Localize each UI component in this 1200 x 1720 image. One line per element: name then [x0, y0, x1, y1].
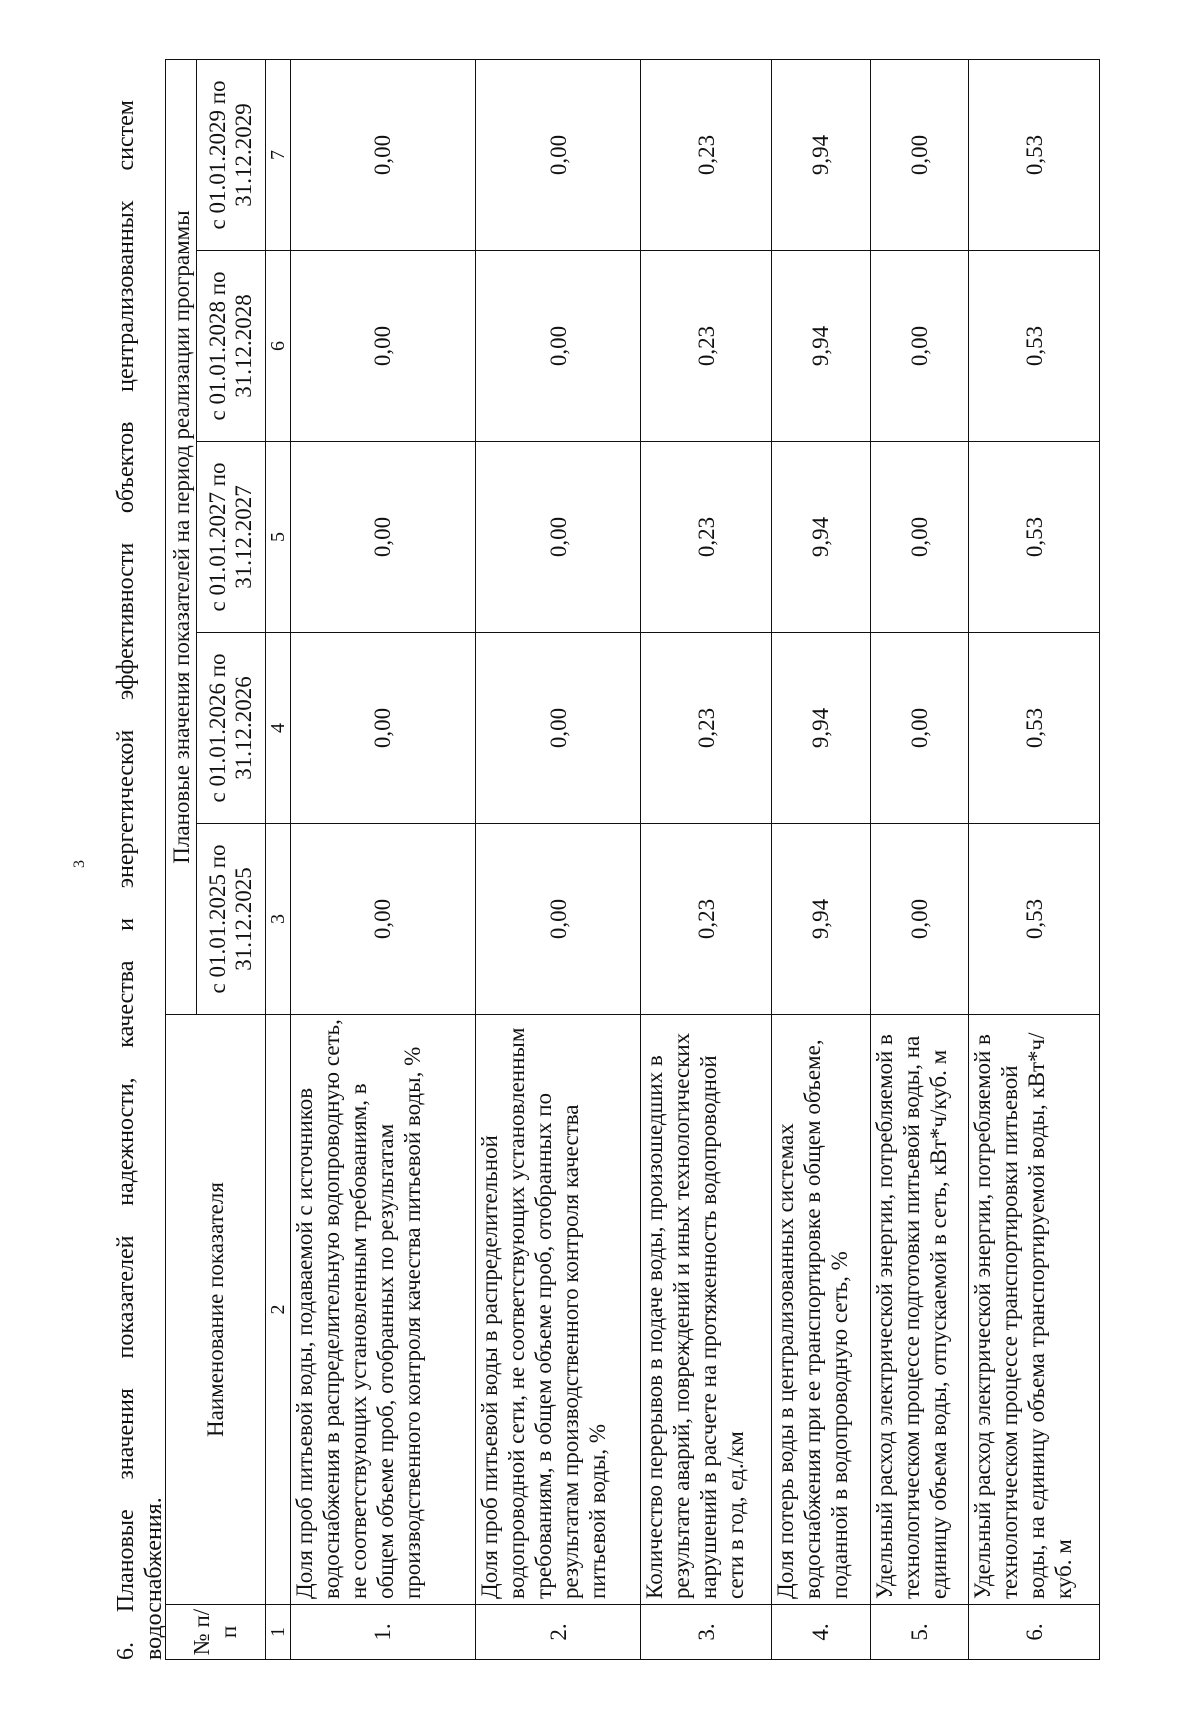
indicator-name: Удельный расход электрической энергии, потребляемой в технологическом процессе подготовки питьевой воды, на единицу объема воды, отпускаемой в сеть, кВт*ч/куб. м — [870, 1015, 968, 1605]
value-cell: 0,53 — [969, 59, 1100, 250]
table-row — [870, 59, 968, 1659]
indicator-name: Доля потерь воды в централизованных системах водоснабжения при ее транспортировке в общем объеме, поданной в водопроводную сеть, % — [772, 1015, 870, 1605]
value-cell: 0,53 — [969, 824, 1100, 1015]
value-cell: 0,23 — [641, 251, 772, 442]
row-number: 3. — [641, 1605, 772, 1660]
value-cell: 0,00 — [870, 633, 968, 824]
value-cell: 9,94 — [772, 442, 870, 633]
value-cell: 0,23 — [641, 633, 772, 824]
value-cell: 0,53 — [969, 251, 1100, 442]
value-cell: 0,00 — [870, 824, 968, 1015]
indicator-name: Доля проб питьевой воды в распределительной водопроводной сети, не соответствующих установленным требованиям, в общем объеме проб, отобранных по результатам производственного контроля качества питьевой воды, % — [475, 1015, 641, 1605]
column-number: 3 — [265, 824, 290, 1015]
rotated-page-content — [60, 20, 1180, 1700]
value-cell: 0,00 — [290, 251, 475, 442]
value-cell: 0,23 — [641, 442, 772, 633]
indicator-name: Количество перерывов в подаче воды, произошедших в результате аварий, повреждений и иных технологических нарушений в расчете на протяженность водопроводной сети в год, ед./км — [641, 1015, 772, 1605]
column-number: 4 — [265, 633, 290, 824]
header-period-2028: с 01.01.2028 по 31.12.2028 — [197, 251, 265, 442]
column-number: 5 — [265, 442, 290, 633]
indicators-table — [165, 59, 1100, 1660]
value-cell: 0,00 — [870, 442, 968, 633]
header-period-group: Плановые значения показателей на период реализации программы — [166, 59, 197, 1014]
column-number: 1 — [265, 1605, 290, 1660]
value-cell: 0,53 — [969, 442, 1100, 633]
table-row — [969, 59, 1100, 1659]
value-cell: 0,00 — [290, 824, 475, 1015]
indicator-name: Удельный расход электрической энергии, потребляемой в технологическом процессе транспортировки питьевой воды, на единицу объема транспортируемой воды, кВт*ч/куб. м — [969, 1015, 1100, 1605]
header-row-group — [166, 59, 197, 1659]
section-caption — [112, 100, 168, 1660]
table-row — [290, 59, 475, 1659]
caption-line-1: 6. Плановые значения показателей надежности, качества и энергетической эффективности объектов централизованных систем — [113, 100, 139, 1660]
header-row-column-numbers — [265, 59, 290, 1659]
table-row — [641, 59, 772, 1659]
row-number: 2. — [475, 1605, 641, 1660]
indicator-name: Доля проб питьевой воды, подаваемой с источников водоснабжения в распределительную водопроводную сеть, не соответствующих установленным требованиям, в общем объеме проб, отобранных по результатам производственного контроля качества питьевой воды, % — [290, 1015, 475, 1605]
value-cell: 9,94 — [772, 59, 870, 250]
value-cell: 9,94 — [772, 633, 870, 824]
value-cell: 0,23 — [641, 824, 772, 1015]
column-number: 6 — [265, 251, 290, 442]
value-cell: 9,94 — [772, 251, 870, 442]
header-period-2027: с 01.01.2027 по 31.12.2027 — [197, 442, 265, 633]
value-cell: 0,00 — [475, 442, 641, 633]
row-number: 6. — [969, 1605, 1100, 1660]
value-cell: 0,00 — [870, 251, 968, 442]
table-row — [772, 59, 870, 1659]
value-cell: 9,94 — [772, 824, 870, 1015]
header-period-2026: с 01.01.2026 по 31.12.2026 — [197, 633, 265, 824]
value-cell: 0,23 — [641, 59, 772, 250]
header-period-2029: с 01.01.2029 по 31.12.2029 — [197, 59, 265, 250]
value-cell: 0,00 — [475, 59, 641, 250]
value-cell: 0,00 — [290, 59, 475, 250]
value-cell: 0,00 — [290, 442, 475, 633]
value-cell: 0,53 — [969, 633, 1100, 824]
row-number: 1. — [290, 1605, 475, 1660]
value-cell: 0,00 — [290, 633, 475, 824]
caption-line-2: водоснабжения. — [141, 1497, 167, 1660]
row-number: 5. — [870, 1605, 968, 1660]
column-number: 7 — [265, 59, 290, 250]
header-period-2025: с 01.01.2025 по 31.12.2025 — [197, 824, 265, 1015]
value-cell: 0,00 — [870, 59, 968, 250]
column-number: 2 — [265, 1015, 290, 1605]
table-row — [475, 59, 641, 1659]
value-cell: 0,00 — [475, 633, 641, 824]
value-cell: 0,00 — [475, 824, 641, 1015]
header-num: № п/п — [166, 1605, 266, 1660]
header-name: Наименование показателя — [166, 1015, 266, 1605]
value-cell: 0,00 — [475, 251, 641, 442]
row-number: 4. — [772, 1605, 870, 1660]
page-number: 3 — [71, 860, 88, 868]
